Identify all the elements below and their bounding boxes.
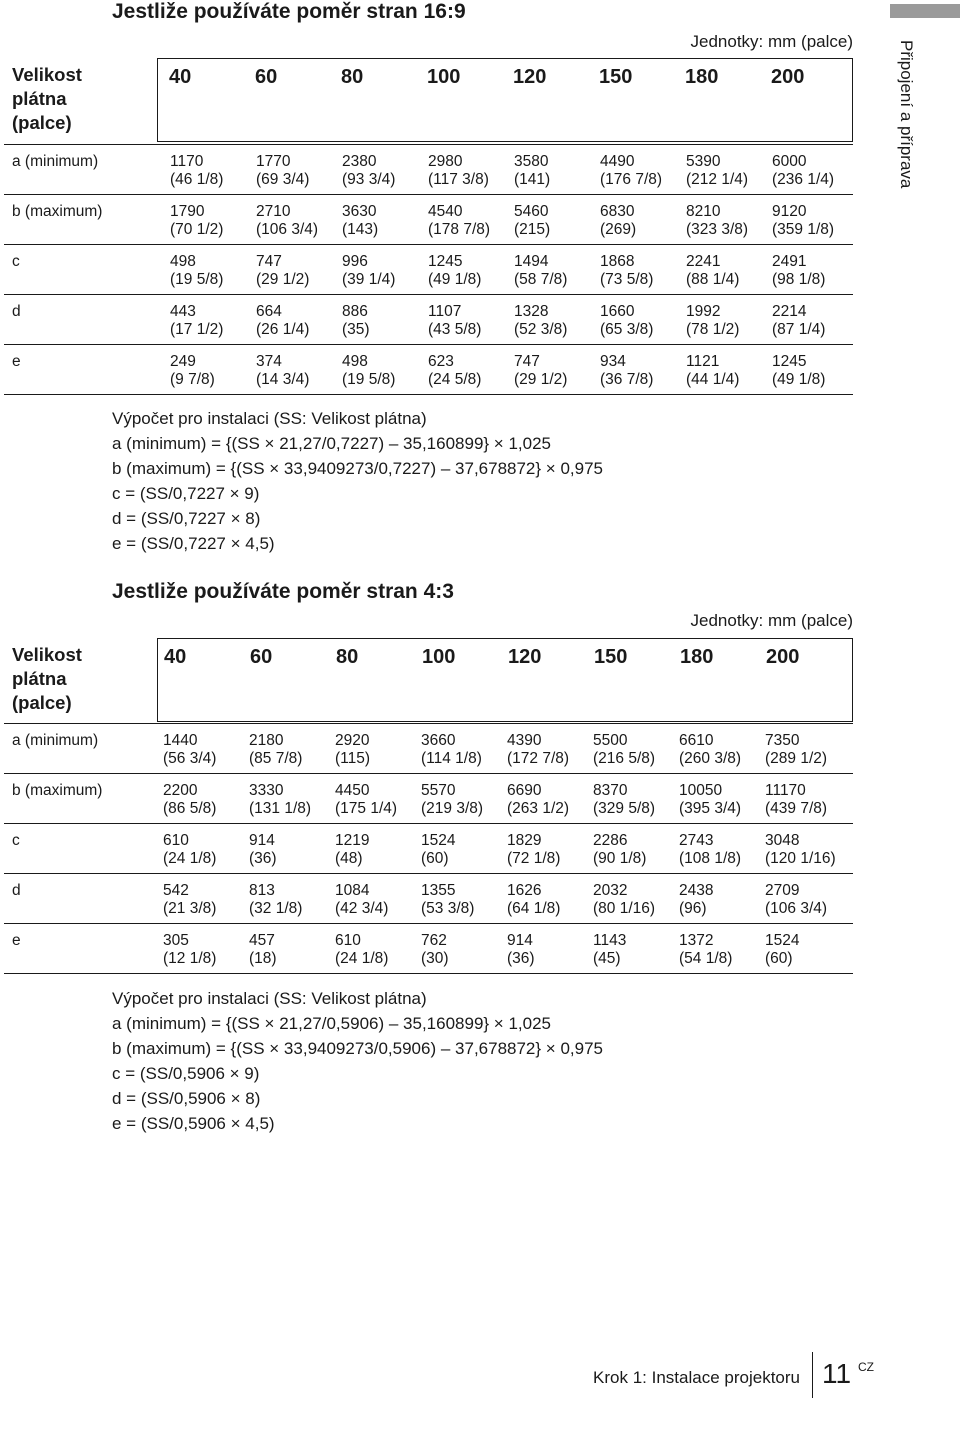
table-cell: 2491 (98 1/8) xyxy=(772,253,826,288)
table-cell: 3048 (120 1/16) xyxy=(765,832,836,867)
section-title-16-9: Jestliže používáte poměr stran 16:9 xyxy=(112,0,466,23)
table-cell: 1245 (49 1/8) xyxy=(772,353,826,388)
table-cell: 886 (35) xyxy=(342,303,370,338)
calculation-block xyxy=(112,986,603,1136)
table-cell: 4390 (172 7/8) xyxy=(507,732,570,767)
screen-size-label: Velikost plátna (palce) xyxy=(12,644,82,713)
calc-heading: Výpočet pro instalaci (SS: Velikost plátna) xyxy=(112,409,427,428)
table-cell: 1219 (48) xyxy=(335,832,370,867)
table-row xyxy=(4,923,853,973)
table-row xyxy=(4,144,853,194)
table-cell: 2200 (86 5/8) xyxy=(163,782,217,817)
table-cell: 1355 (53 3/8) xyxy=(421,882,475,917)
table-cell: 6830 (269) xyxy=(600,203,637,238)
table-row xyxy=(4,873,853,923)
screen-size-header xyxy=(157,58,853,142)
table-cell: 1494 (58 7/8) xyxy=(514,253,568,288)
size-150: 150 xyxy=(594,646,628,668)
table-cell: 623 (24 5/8) xyxy=(428,353,482,388)
units-note: Jednotky: mm (palce) xyxy=(690,611,853,630)
row-label: d xyxy=(12,882,21,899)
table-cell: 498 (19 5/8) xyxy=(170,253,224,288)
table-cell: 5500 (216 5/8) xyxy=(593,732,656,767)
size-180: 180 xyxy=(685,66,719,88)
table-cell: 996 (39 1/4) xyxy=(342,253,396,288)
table-cell: 5570 (219 3/8) xyxy=(421,782,484,817)
calc-line: b (maximum) = {(SS × 33,9409273/0,5906) – 37,678872} × 0,975 xyxy=(112,1039,603,1058)
table-cell: 8210 (323 3/8) xyxy=(686,203,749,238)
side-section-bar xyxy=(890,4,960,18)
calc-heading: Výpočet pro instalaci (SS: Velikost plátna) xyxy=(112,989,427,1008)
row-label: b (maximum) xyxy=(12,782,103,799)
calc-line: d = (SS/0,5906 × 8) xyxy=(112,1089,261,1108)
row-label: c xyxy=(12,832,20,849)
side-section-label: Připojení a příprava xyxy=(897,40,916,189)
size-40: 40 xyxy=(169,66,192,88)
size-60: 60 xyxy=(255,66,278,88)
size-200: 200 xyxy=(766,646,800,668)
table-cell: 610 (24 1/8) xyxy=(335,932,389,967)
table-cell: 457 (18) xyxy=(249,932,277,967)
size-100: 100 xyxy=(427,66,461,88)
table-cell: 249 (9 7/8) xyxy=(170,353,215,388)
table-cell: 498 (19 5/8) xyxy=(342,353,396,388)
table-cell: 2241 (88 1/4) xyxy=(686,253,740,288)
table-cell: 610 (24 1/8) xyxy=(163,832,217,867)
size-60: 60 xyxy=(250,646,273,668)
table-row xyxy=(4,294,853,344)
row-label: b (maximum) xyxy=(12,203,103,220)
table-cell: 1524 (60) xyxy=(765,932,800,967)
screen-size-header xyxy=(157,638,853,722)
table-cell: 1992 (78 1/2) xyxy=(686,303,740,338)
table-cell: 4540 (178 7/8) xyxy=(428,203,491,238)
table-cell: 1440 (56 3/4) xyxy=(163,732,217,767)
table-cell: 914 (36) xyxy=(507,932,535,967)
size-100: 100 xyxy=(422,646,456,668)
language-code: CZ xyxy=(858,1360,874,1374)
section-title-4-3: Jestliže používáte poměr stran 4:3 xyxy=(112,580,454,603)
footer-divider xyxy=(812,1352,813,1398)
table-cell: 542 (21 3/8) xyxy=(163,882,217,917)
table-cell: 762 (30) xyxy=(421,932,449,967)
table-cell: 1143 (45) xyxy=(593,932,627,967)
size-120: 120 xyxy=(508,646,542,668)
table-cell: 8370 (329 5/8) xyxy=(593,782,656,817)
table-cell: 3580 (141) xyxy=(514,153,551,188)
units-note: Jednotky: mm (palce) xyxy=(690,32,853,51)
table-cell: 914 (36) xyxy=(249,832,277,867)
size-150: 150 xyxy=(599,66,633,88)
size-200: 200 xyxy=(771,66,805,88)
table-cell: 374 (14 3/4) xyxy=(256,353,310,388)
table-cell: 1770 (69 3/4) xyxy=(256,153,310,188)
table-cell: 2980 (117 3/8) xyxy=(428,153,489,188)
size-80: 80 xyxy=(336,646,359,668)
row-label: e xyxy=(12,932,21,949)
table-cell: 747 (29 1/2) xyxy=(256,253,310,288)
dimension-table xyxy=(4,144,853,395)
size-80: 80 xyxy=(341,66,364,88)
size-180: 180 xyxy=(680,646,714,668)
table-cell: 1121 (44 1/4) xyxy=(686,353,740,388)
table-cell: 4450 (175 1/4) xyxy=(335,782,398,817)
page-number: 11 xyxy=(822,1358,852,1389)
calc-line: b (maximum) = {(SS × 33,9409273/0,7227) – 37,678872} × 0,975 xyxy=(112,459,603,478)
table-cell: 747 (29 1/2) xyxy=(514,353,568,388)
calc-line: e = (SS/0,7227 × 4,5) xyxy=(112,534,275,553)
table-cell: 1626 (64 1/8) xyxy=(507,882,561,917)
table-row xyxy=(4,773,853,823)
table-cell: 2214 (87 1/4) xyxy=(772,303,826,338)
calc-line: a (minimum) = {(SS × 21,27/0,5906) – 35,160899} × 1,025 xyxy=(112,1014,551,1033)
row-label: e xyxy=(12,353,21,370)
table-row xyxy=(4,723,853,773)
table-cell: 5390 (212 1/4) xyxy=(686,153,749,188)
table-cell: 1245 (49 1/8) xyxy=(428,253,482,288)
table-cell: 2438 (96) xyxy=(679,882,714,917)
calculation-block xyxy=(112,406,603,556)
table-cell: 1868 (73 5/8) xyxy=(600,253,654,288)
table-cell: 6610 (260 3/8) xyxy=(679,732,742,767)
table-cell: 2709 (106 3/4) xyxy=(765,882,828,917)
table-cell: 1790 (70 1/2) xyxy=(170,203,224,238)
table-cell: 664 (26 1/4) xyxy=(256,303,310,338)
footer-section-title: Krok 1: Instalace projektoru xyxy=(593,1368,800,1387)
dimension-table xyxy=(4,723,853,974)
table-cell: 11170 (439 7/8) xyxy=(765,782,828,817)
table-cell: 6690 (263 1/2) xyxy=(507,782,570,817)
table-cell: 1084 (42 3/4) xyxy=(335,882,389,917)
table-cell: 3330 (131 1/8) xyxy=(249,782,312,817)
table-cell: 443 (17 1/2) xyxy=(170,303,224,338)
size-40: 40 xyxy=(164,646,187,668)
row-label: d xyxy=(12,303,21,320)
side-section-tab xyxy=(888,40,916,240)
calc-line: e = (SS/0,5906 × 4,5) xyxy=(112,1114,275,1133)
row-label: c xyxy=(12,253,20,270)
size-120: 120 xyxy=(513,66,547,88)
table-cell: 10050 (395 3/4) xyxy=(679,782,742,817)
table-cell: 2710 (106 3/4) xyxy=(256,203,319,238)
calc-line: c = (SS/0,7227 × 9) xyxy=(112,484,260,503)
table-cell: 1372 (54 1/8) xyxy=(679,932,733,967)
table-cell: 2920 (115) xyxy=(335,732,371,767)
table-cell: 9120 (359 1/8) xyxy=(772,203,835,238)
calc-line: d = (SS/0,7227 × 8) xyxy=(112,509,261,528)
table-cell: 2180 (85 7/8) xyxy=(249,732,303,767)
table-cell: 4490 (176 7/8) xyxy=(600,153,663,188)
table-cell: 1107 (43 5/8) xyxy=(428,303,482,338)
table-cell: 3660 (114 1/8) xyxy=(421,732,482,767)
table-row xyxy=(4,823,853,873)
row-label: a (minimum) xyxy=(12,153,99,170)
table-cell: 6000 (236 1/4) xyxy=(772,153,835,188)
table-cell: 2743 (108 1/8) xyxy=(679,832,742,867)
row-label: a (minimum) xyxy=(12,732,99,749)
table-cell: 934 (36 7/8) xyxy=(600,353,654,388)
table-cell: 3630 (143) xyxy=(342,203,379,238)
table-cell: 1524 (60) xyxy=(421,832,456,867)
table-cell: 1660 (65 3/8) xyxy=(600,303,654,338)
table-row xyxy=(4,344,853,394)
table-cell: 1328 (52 3/8) xyxy=(514,303,568,338)
table-cell: 305 (12 1/8) xyxy=(163,932,217,967)
table-cell: 5460 (215) xyxy=(514,203,551,238)
table-row xyxy=(4,244,853,294)
table-cell: 2380 (93 3/4) xyxy=(342,153,396,188)
table-cell: 1170 (46 1/8) xyxy=(170,153,224,188)
table-cell: 7350 (289 1/2) xyxy=(765,732,828,767)
table-cell: 1829 (72 1/8) xyxy=(507,832,561,867)
calc-line: a (minimum) = {(SS × 21,27/0,7227) – 35,160899} × 1,025 xyxy=(112,434,551,453)
table-row xyxy=(4,194,853,244)
table-cell: 813 (32 1/8) xyxy=(249,882,303,917)
screen-size-label: Velikost plátna (palce) xyxy=(12,64,82,133)
table-cell: 2286 (90 1/8) xyxy=(593,832,647,867)
table-cell: 2032 (80 1/16) xyxy=(593,882,656,917)
calc-line: c = (SS/0,5906 × 9) xyxy=(112,1064,260,1083)
